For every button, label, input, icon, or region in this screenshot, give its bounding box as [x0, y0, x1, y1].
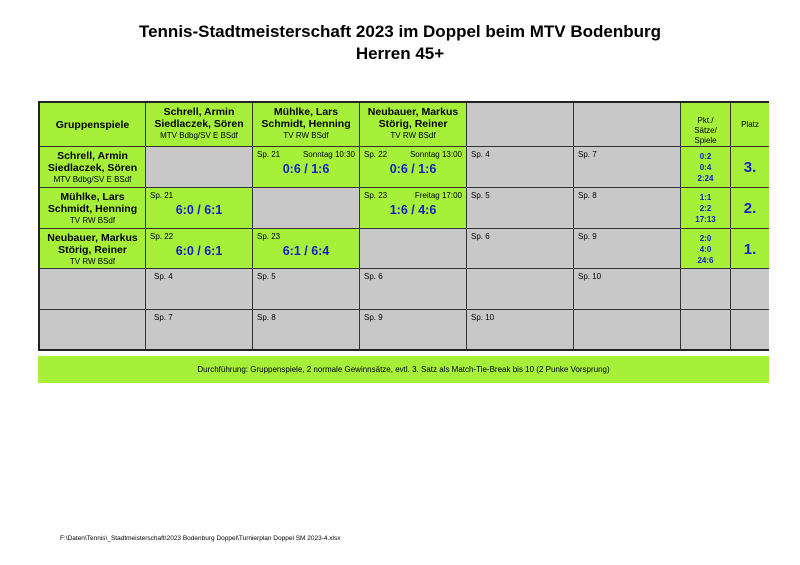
match-cell-r2c1	[146, 188, 253, 229]
match-number: Sp. 21	[257, 150, 281, 159]
saetze-value: 2:2	[699, 204, 712, 213]
pkt-value: 0:2	[699, 152, 712, 161]
match-number: Sp. 23	[257, 232, 281, 241]
place-cell-4	[731, 269, 769, 310]
match-cell-r5c3	[360, 310, 467, 349]
stats-cell-3	[681, 229, 731, 269]
match-cell-r2c4	[467, 188, 574, 229]
saetze-value: 0:4	[699, 163, 712, 172]
row-team-2-name1: Mühlke, Lars	[60, 191, 125, 203]
rules-footer: Durchführung: Gruppenspiele, 2 normale Gewinnsätze, evtl. 3. Satz als Match-Tie-Break bis 10 (2 Punke Vorsprung)	[38, 356, 769, 383]
match-date: Sonntag 13:00	[409, 150, 462, 159]
col-team-3-name1: Neubauer, Markus	[367, 106, 459, 118]
match-number: Sp. 7	[154, 313, 173, 322]
pkt-label: Pkt./ Sätze/ Spiele	[694, 116, 717, 145]
match-cell-r3c1	[146, 229, 253, 269]
match-date: Freitag 17:00	[414, 191, 462, 200]
match-cell-r4c2	[253, 269, 360, 310]
match-cell-r4c5	[574, 269, 681, 310]
col-header-empty-5	[574, 103, 681, 147]
match-number: Sp. 8	[578, 191, 597, 200]
row-team-2-club: TV RW BSdf	[69, 216, 116, 225]
match-number: Sp. 10	[578, 272, 602, 281]
col-team-2-club: TV RW BSdf	[283, 131, 329, 140]
match-score: 0:6 / 1:6	[282, 162, 330, 176]
page-subtitle: Herren 45+	[355, 44, 445, 63]
match-cell-r2c5	[574, 188, 681, 229]
col-team-3-name2: Störig, Reiner	[378, 118, 448, 130]
match-cell-r1c2	[253, 147, 360, 188]
place-value: 3.	[743, 159, 757, 176]
tournament-table	[38, 101, 769, 351]
page-title: Tennis-Stadtmeisterschaft 2023 im Doppel beim MTV Bodenburg	[138, 22, 662, 41]
row-team-1-name1: Schrell, Armin	[57, 150, 128, 162]
pkt-value: 1:1	[699, 193, 712, 202]
match-cell-r1c3	[360, 147, 467, 188]
match-cell-r2c3	[360, 188, 467, 229]
spiele-value: 24:6	[697, 256, 714, 265]
match-number: Sp. 9	[364, 313, 383, 322]
place-value: 1.	[743, 241, 757, 258]
match-number: Sp. 9	[578, 232, 597, 241]
match-number: Sp. 7	[578, 150, 597, 159]
match-number: Sp. 4	[154, 272, 173, 281]
col-header-empty-4	[467, 103, 574, 147]
place-cell-5	[731, 310, 769, 349]
empty-row-header-5	[40, 310, 146, 349]
match-number: Sp. 21	[150, 191, 174, 200]
pkt-value: 2:0	[699, 234, 712, 243]
self-cell-1	[146, 147, 253, 188]
match-cell-r5c2	[253, 310, 360, 349]
place-cell-2	[731, 188, 769, 229]
row-header-team-2	[40, 188, 146, 229]
row-team-3-name2: Störig, Reiner	[58, 244, 127, 256]
place-value: 2.	[743, 200, 757, 217]
match-score: 6:1 / 6:4	[282, 244, 330, 258]
col-team-1-name2: Siedlaczek, Sören	[154, 118, 244, 130]
row-team-3-name1: Neubauer, Markus	[47, 232, 138, 244]
header-platz-cell	[731, 103, 769, 147]
row-team-1-name2: Siedlaczek, Sören	[47, 162, 138, 174]
platz-label: Platz	[741, 120, 759, 129]
match-cell-r3c4	[467, 229, 574, 269]
match-score: 0:6 / 1:6	[389, 162, 437, 176]
match-score: 6:0 / 6:1	[175, 203, 223, 217]
stats-cell-1	[681, 147, 731, 188]
stats-cell-5	[681, 310, 731, 349]
place-cell-3	[731, 229, 769, 269]
match-cell-r3c5	[574, 229, 681, 269]
match-cell-r5c4	[467, 310, 574, 349]
match-date: Sonntag 10:30	[302, 150, 355, 159]
match-number: Sp. 6	[471, 232, 490, 241]
match-number: Sp. 8	[257, 313, 276, 322]
match-cell-r4c1	[146, 269, 253, 310]
row-team-2-name2: Schmidt, Henning	[47, 203, 138, 215]
match-cell-r3c2	[253, 229, 360, 269]
col-header-team-1	[146, 103, 253, 147]
self-cell-5	[574, 310, 681, 349]
stats-cell-2	[681, 188, 731, 229]
match-number: Sp. 6	[364, 272, 383, 281]
empty-row-header-4	[40, 269, 146, 310]
col-team-1-club: MTV Bdbg/SV E BSdf	[160, 131, 238, 140]
spiele-value: 2:24	[697, 174, 714, 183]
match-number: Sp. 10	[471, 313, 495, 322]
col-header-team-2	[253, 103, 360, 147]
match-score: 6:0 / 6:1	[175, 244, 223, 258]
group-label: Gruppenspiele	[55, 119, 130, 131]
match-cell-r5c1	[146, 310, 253, 349]
match-number: Sp. 23	[364, 191, 388, 200]
col-team-2-name1: Mühlke, Lars	[273, 106, 339, 118]
col-team-2-name2: Schmidt, Henning	[261, 118, 351, 130]
self-cell-3	[360, 229, 467, 269]
row-team-1-club: MTV Bdbg/SV E BSdf	[53, 175, 132, 184]
match-cell-r1c5	[574, 147, 681, 188]
self-cell-4	[467, 269, 574, 310]
self-cell-2	[253, 188, 360, 229]
match-number: Sp. 4	[471, 150, 490, 159]
match-number: Sp. 5	[257, 272, 276, 281]
match-number: Sp. 22	[150, 232, 174, 241]
header-pkt-cell	[681, 103, 731, 147]
saetze-value: 4:0	[699, 245, 712, 254]
match-number: Sp. 22	[364, 150, 388, 159]
row-team-3-club: TV RW BSdf	[69, 257, 116, 266]
match-cell-r4c3	[360, 269, 467, 310]
header-group-cell	[40, 103, 146, 147]
file-path: F:\Daten\Tennis\_Stadtmeisterschaft\2023 Bodenburg Doppel\Turnierplan Doppel SM 2023-4.xlsx	[60, 535, 341, 542]
col-team-3-club: TV RW BSdf	[390, 131, 436, 140]
place-cell-1	[731, 147, 769, 188]
stats-cell-4	[681, 269, 731, 310]
row-header-team-1	[40, 147, 146, 188]
match-score: 1:6 / 4:6	[389, 203, 437, 217]
match-cell-r1c4	[467, 147, 574, 188]
row-header-team-3	[40, 229, 146, 269]
match-number: Sp. 5	[471, 191, 490, 200]
col-team-1-name1: Schrell, Armin	[163, 106, 235, 118]
spiele-value: 17:13	[695, 215, 716, 224]
col-header-team-3	[360, 103, 467, 147]
